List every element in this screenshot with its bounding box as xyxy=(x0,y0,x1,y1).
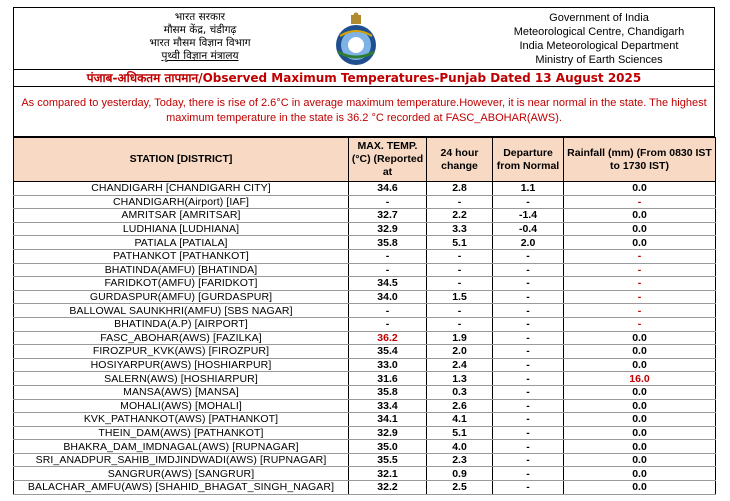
english-line: Meteorological Centre, Chandigarh xyxy=(513,26,685,38)
hindi-line: मौसम केंद्र, चंडीगढ़ xyxy=(163,24,237,36)
max-temp-cell: 32.2 xyxy=(349,481,427,495)
col-station: STATION [DISTRICT] xyxy=(14,138,349,182)
change-cell: - xyxy=(427,263,493,277)
rainfall-cell: - xyxy=(564,317,716,331)
change-cell: 2.3 xyxy=(427,453,493,467)
change-cell: 2.4 xyxy=(427,358,493,372)
max-temp-cell: 31.6 xyxy=(349,372,427,386)
departure-cell: - xyxy=(493,372,564,386)
max-temp-cell: 32.7 xyxy=(349,209,427,223)
station-cell: GURDASPUR(AMFU) [GURDASPUR] xyxy=(14,290,349,304)
change-cell: - xyxy=(427,195,493,209)
departure-cell: - xyxy=(493,440,564,454)
col-rainfall: Rainfall (mm) (From 0830 IST to 1730 IST) xyxy=(564,138,716,182)
change-cell: - xyxy=(427,317,493,331)
station-cell: BHAKRA_DAM_IMDNAGAL(AWS) [RUPNAGAR] xyxy=(14,440,349,454)
table-row xyxy=(14,290,716,304)
departure-cell: 1.1 xyxy=(493,182,564,196)
hindi-line: भारत सरकार xyxy=(174,11,226,23)
rainfall-cell: 0.0 xyxy=(564,331,716,345)
rainfall-cell: 0.0 xyxy=(564,209,716,223)
max-temp-cell: - xyxy=(349,263,427,277)
col-max-temp: MAX. TEMP.(°C) (Reported at xyxy=(349,138,427,182)
table-row xyxy=(14,317,716,331)
station-cell: MANSA(AWS) [MANSA] xyxy=(14,385,349,399)
rainfall-cell: - xyxy=(564,304,716,318)
departure-cell: - xyxy=(493,277,564,291)
rainfall-cell: 16.0 xyxy=(564,372,716,386)
rainfall-cell: 0.0 xyxy=(564,453,716,467)
station-cell: CHANDIGARH(Airport) [IAF] xyxy=(14,195,349,209)
departure-cell: -0.4 xyxy=(493,222,564,236)
station-cell: SRI_ANADPUR_SAHIB_IMDJINDWADI(AWS) [RUPNAGAR] xyxy=(14,453,349,467)
rainfall-cell: 0.0 xyxy=(564,467,716,481)
table-row xyxy=(14,372,716,386)
table-row xyxy=(14,358,716,372)
station-cell: PATIALA [PATIALA] xyxy=(14,236,349,250)
rainfall-cell: 0.0 xyxy=(564,399,716,413)
station-cell: FARIDKOT(AMFU) [FARIDKOT] xyxy=(14,277,349,291)
table-header-row xyxy=(14,138,716,182)
max-temp-cell: 34.0 xyxy=(349,290,427,304)
max-temp-cell: 32.1 xyxy=(349,467,427,481)
table-row xyxy=(14,481,716,495)
change-cell: 1.9 xyxy=(427,331,493,345)
max-temp-cell: 35.5 xyxy=(349,453,427,467)
station-cell: HOSIYARPUR(AWS) [HOSHIARPUR] xyxy=(14,358,349,372)
station-cell: SANGRUR(AWS) [SANGRUR] xyxy=(14,467,349,481)
table-row xyxy=(14,385,716,399)
max-temp-cell: - xyxy=(349,195,427,209)
col-24h-change: 24 hour change xyxy=(427,138,493,182)
table-row xyxy=(14,304,716,318)
max-temp-cell: 35.0 xyxy=(349,440,427,454)
max-temp-cell: 33.0 xyxy=(349,358,427,372)
departure-cell: - xyxy=(493,290,564,304)
change-cell: 5.1 xyxy=(427,426,493,440)
rainfall-cell: 0.0 xyxy=(564,236,716,250)
hindi-line: पृथ्वी विज्ञान मंत्रालय xyxy=(161,50,239,62)
station-cell: BALACHAR_AMFU(AWS) [SHAHID_BHAGAT_SINGH_NAGAR] xyxy=(14,481,349,495)
departure-cell: - xyxy=(493,467,564,481)
station-cell: BALLOWAL SAUNKHRI(AMFU) [SBS NAGAR] xyxy=(14,304,349,318)
table-row xyxy=(14,249,716,263)
rainfall-cell: - xyxy=(564,195,716,209)
table-row xyxy=(14,399,716,413)
max-temp-cell: 35.8 xyxy=(349,236,427,250)
departure-cell: - xyxy=(493,426,564,440)
table-row xyxy=(14,440,716,454)
change-cell: 0.3 xyxy=(427,385,493,399)
imd-emblem-icon xyxy=(328,12,384,68)
max-temp-cell: 34.5 xyxy=(349,277,427,291)
table-row xyxy=(14,277,716,291)
max-temp-cell: 34.1 xyxy=(349,413,427,427)
max-temp-cell: - xyxy=(349,249,427,263)
rainfall-cell: 0.0 xyxy=(564,481,716,495)
rainfall-cell: 0.0 xyxy=(564,358,716,372)
english-line: India Meteorological Department xyxy=(519,40,679,52)
departure-cell: - xyxy=(493,358,564,372)
station-cell: AMRITSAR [AMRITSAR] xyxy=(14,209,349,223)
table-row xyxy=(14,195,716,209)
station-cell: FASC_ABOHAR(AWS) [FAZILKA] xyxy=(14,331,349,345)
hindi-org-block xyxy=(110,11,290,63)
station-cell: FIROZPUR_KVK(AWS) [FIROZPUR] xyxy=(14,345,349,359)
station-cell: CHANDIGARH [CHANDIGARH CITY] xyxy=(14,182,349,196)
station-cell: BHATINDA(AMFU) [BHATINDA] xyxy=(14,263,349,277)
summary-text: As compared to yesterday, Today, there is rise of 2.6°C in average maximum temperature.However, it is near normal in the state. The highest maximum temperature in the state is 36.2 °C recorded at FASC_ABOHAR(AWS). xyxy=(13,87,715,137)
change-cell: 2.8 xyxy=(427,182,493,196)
report-header xyxy=(13,7,715,69)
rainfall-cell: 0.0 xyxy=(564,345,716,359)
departure-cell: - xyxy=(493,481,564,495)
change-cell: 5.1 xyxy=(427,236,493,250)
rainfall-cell: - xyxy=(564,263,716,277)
max-temp-cell: - xyxy=(349,304,427,318)
departure-cell: - xyxy=(493,399,564,413)
table-row xyxy=(14,236,716,250)
table-row xyxy=(14,413,716,427)
change-cell: - xyxy=(427,277,493,291)
table-row xyxy=(14,345,716,359)
temperature-table xyxy=(13,137,716,495)
max-temp-cell: 32.9 xyxy=(349,222,427,236)
departure-cell: - xyxy=(493,263,564,277)
table-row xyxy=(14,182,716,196)
change-cell: 2.5 xyxy=(427,481,493,495)
change-cell: 2.0 xyxy=(427,345,493,359)
table-row xyxy=(14,209,716,223)
change-cell: - xyxy=(427,304,493,318)
departure-cell: - xyxy=(493,304,564,318)
table-row xyxy=(14,331,716,345)
change-cell: 2.6 xyxy=(427,399,493,413)
departure-cell: - xyxy=(493,413,564,427)
max-temp-cell: 35.4 xyxy=(349,345,427,359)
rainfall-cell: - xyxy=(564,290,716,304)
station-cell: KVK_PATHANKOT(AWS) [PATHANKOT] xyxy=(14,413,349,427)
max-temp-cell: 35.8 xyxy=(349,385,427,399)
departure-cell: -1.4 xyxy=(493,209,564,223)
departure-cell: 2.0 xyxy=(493,236,564,250)
english-line: Government of India xyxy=(549,12,649,24)
departure-cell: - xyxy=(493,249,564,263)
rainfall-cell: 0.0 xyxy=(564,182,716,196)
departure-cell: - xyxy=(493,453,564,467)
rainfall-cell: 0.0 xyxy=(564,222,716,236)
english-org-block xyxy=(484,11,714,67)
change-cell: 1.5 xyxy=(427,290,493,304)
departure-cell: - xyxy=(493,317,564,331)
departure-cell: - xyxy=(493,385,564,399)
table-row xyxy=(14,426,716,440)
rainfall-cell: 0.0 xyxy=(564,413,716,427)
table-row xyxy=(14,453,716,467)
rainfall-cell: 0.0 xyxy=(564,440,716,454)
station-cell: PATHANKOT [PATHANKOT] xyxy=(14,249,349,263)
station-cell: SALERN(AWS) [HOSHIARPUR] xyxy=(14,372,349,386)
change-cell: 2.2 xyxy=(427,209,493,223)
max-temp-cell: - xyxy=(349,317,427,331)
col-departure: Departure from Normal xyxy=(493,138,564,182)
station-cell: MOHALI(AWS) [MOHALI] xyxy=(14,399,349,413)
report-sheet xyxy=(13,7,715,501)
max-temp-cell: 32.9 xyxy=(349,426,427,440)
table-body xyxy=(14,182,716,495)
station-cell: THEIN_DAM(AWS) [PATHANKOT] xyxy=(14,426,349,440)
rainfall-cell: - xyxy=(564,277,716,291)
hindi-line: भारत मौसम विज्ञान विभाग xyxy=(149,37,251,49)
rainfall-cell: - xyxy=(564,249,716,263)
rainfall-cell: 0.0 xyxy=(564,426,716,440)
departure-cell: - xyxy=(493,345,564,359)
change-cell: 4.1 xyxy=(427,413,493,427)
max-temp-cell: 34.6 xyxy=(349,182,427,196)
change-cell: 3.3 xyxy=(427,222,493,236)
max-temp-cell: 36.2 xyxy=(349,331,427,345)
change-cell: 0.9 xyxy=(427,467,493,481)
departure-cell: - xyxy=(493,195,564,209)
station-cell: BHATINDA(A.P) [AIRPORT] xyxy=(14,317,349,331)
change-cell: 4.0 xyxy=(427,440,493,454)
table-row xyxy=(14,222,716,236)
english-line: Ministry of Earth Sciences xyxy=(535,54,663,66)
max-temp-cell: 33.4 xyxy=(349,399,427,413)
departure-cell: - xyxy=(493,331,564,345)
rainfall-cell: 0.0 xyxy=(564,385,716,399)
change-cell: - xyxy=(427,249,493,263)
table-row xyxy=(14,467,716,481)
table-row xyxy=(14,263,716,277)
station-cell: LUDHIANA [LUDHIANA] xyxy=(14,222,349,236)
change-cell: 1.3 xyxy=(427,372,493,386)
report-title: पंजाब-अधिकतम तापमान/Observed Maximum Temperatures-Punjab Dated 13 August 2025 xyxy=(13,69,715,87)
